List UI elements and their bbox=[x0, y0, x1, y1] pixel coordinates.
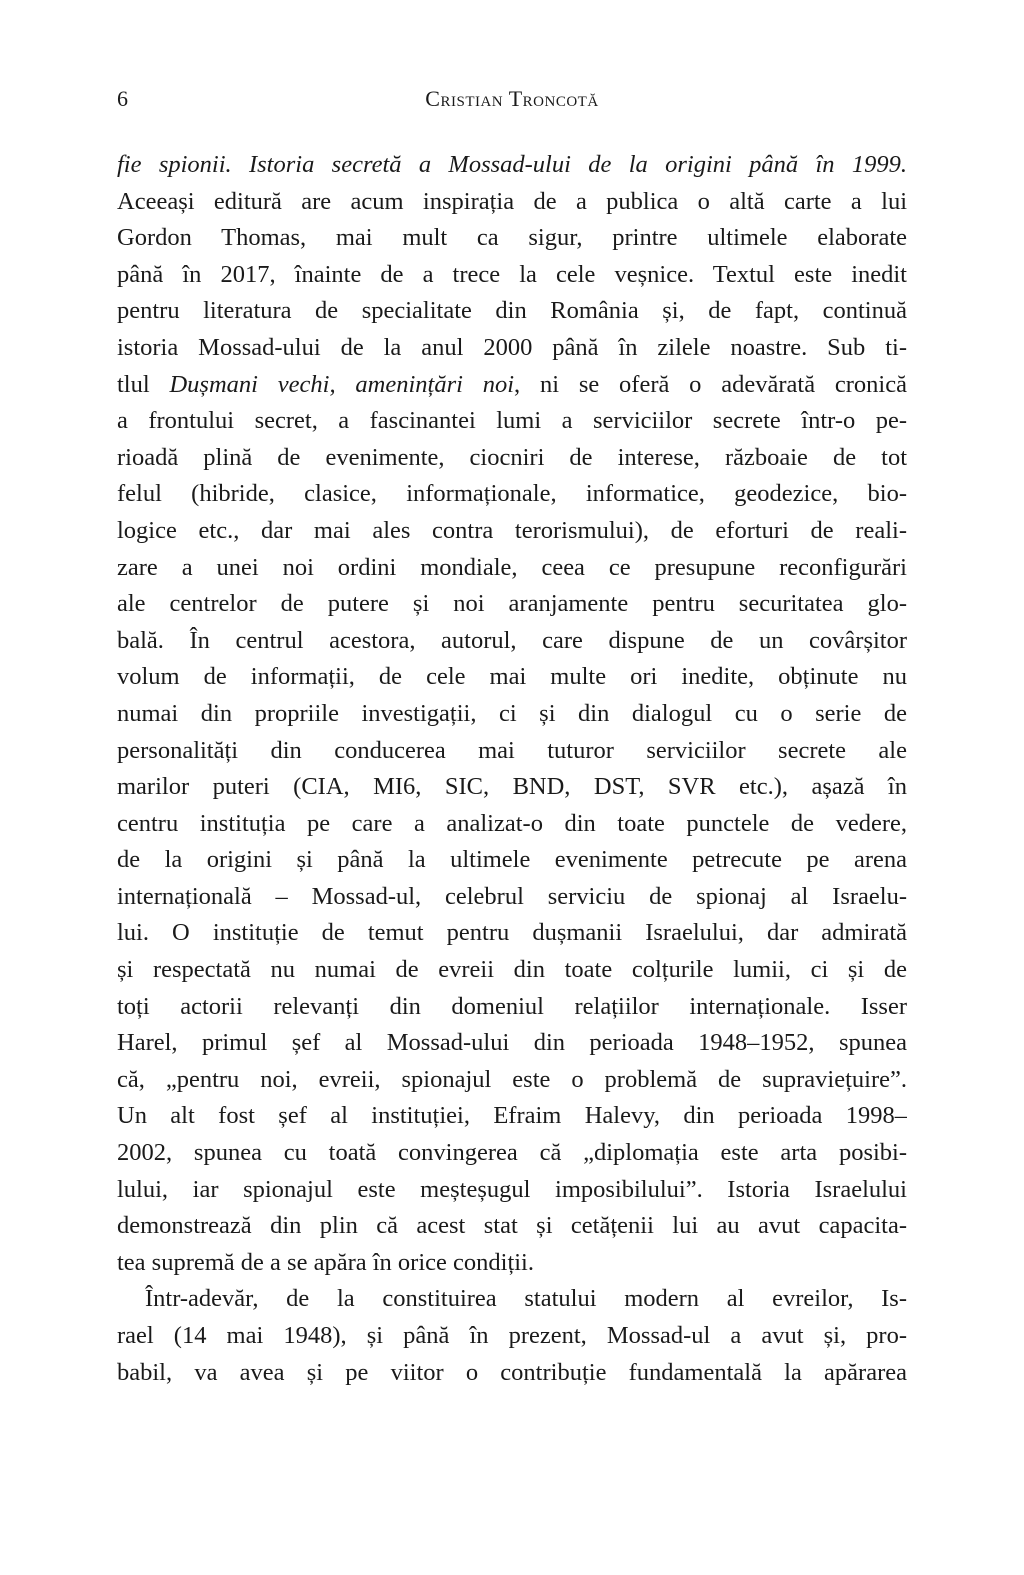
text-segment: rioadă plină de evenimente, ciocniri de interese, războaie de tot bbox=[117, 443, 907, 471]
text-line bbox=[117, 806, 907, 843]
text-line bbox=[117, 1172, 907, 1209]
text-line bbox=[117, 550, 907, 587]
text-segment: ale centrelor de putere și noi aranjamente pentru securitatea glo- bbox=[117, 590, 907, 618]
text-line bbox=[117, 403, 907, 440]
text-line bbox=[117, 879, 907, 916]
text-segment: babil, va avea și pe viitor o contribuție fundamentală la apărarea bbox=[117, 1358, 907, 1386]
text-segment: zare a unei noi ordini mondiale, ceea ce presupune reconfigurări bbox=[117, 553, 907, 581]
italic-title-text: fie spionii. Istoria secretă a Mossad-ului de la origini până în 1999. bbox=[117, 151, 907, 178]
text-segment: Gordon Thomas, mai mult ca sigur, printre ultimele elaborate bbox=[117, 224, 907, 252]
text-segment: tlul bbox=[117, 370, 170, 398]
text-line bbox=[117, 1208, 907, 1245]
text-line bbox=[117, 623, 907, 660]
text-line bbox=[117, 952, 907, 989]
text-segment: felul (hibride, clasice, informaționale, informatice, geodezice, bio- bbox=[117, 480, 907, 508]
text-segment: logice etc., dar mai ales contra terorismului), de eforturi de reali- bbox=[117, 516, 907, 544]
text-segment: Un alt fost șef al instituției, Efraim Halevy, din perioada 1998– bbox=[117, 1102, 907, 1130]
text-line bbox=[117, 1245, 907, 1282]
text-segment: toți actorii relevanți din domeniul relațiilor internaționale. Isser bbox=[117, 992, 907, 1020]
text-line bbox=[117, 147, 907, 184]
text-segment: istoria Mossad-ului de la anul 2000 până în zilele noastre. Sub ti- bbox=[117, 333, 907, 361]
text-segment: pentru literatura de specialitate din România și, de fapt, continuă bbox=[117, 297, 907, 325]
italic-title-text: Dușmani vechi, amenințări noi bbox=[169, 370, 515, 398]
page-header bbox=[117, 86, 907, 116]
text-segment: și respectată nu numai de evreii din toate colțurile lumii, ci și de bbox=[117, 956, 907, 984]
text-line bbox=[117, 184, 907, 221]
text-line bbox=[117, 1062, 907, 1099]
text-segment: lului, iar spionajul este meșteșugul imposibilului”. Istoria Israelului bbox=[117, 1175, 907, 1203]
text-line bbox=[117, 476, 907, 513]
text-segment: a frontului secret, a fascinantei lumi a serviciilor secrete într-o pe- bbox=[117, 407, 907, 435]
text-line bbox=[117, 257, 907, 294]
text-line bbox=[117, 220, 907, 257]
text-segment: Într-adevăr, de la constituirea statului modern al evreilor, Is- bbox=[145, 1285, 907, 1313]
text-segment: numai din propriile investigații, ci și din dialogul cu o serie de bbox=[117, 699, 907, 727]
text-segment: tea supremă de a se apăra în orice condiții. bbox=[117, 1248, 534, 1276]
text-line bbox=[117, 659, 907, 696]
text-line bbox=[117, 293, 907, 330]
text-segment: internațională – Mossad-ul, celebrul serviciu de spionaj al Israelu- bbox=[117, 882, 907, 910]
text-segment: până în 2017, înainte de a trece la cele veșnice. Textul este inedit bbox=[117, 260, 907, 288]
text-segment: de la origini și până la ultimele evenimente petrecute pe arena bbox=[117, 846, 907, 874]
text-line bbox=[117, 586, 907, 623]
text-segment: Harel, primul șef al Mossad-ului din perioada 1948–1952, spunea bbox=[117, 1029, 907, 1057]
text-segment: , ni se oferă o adevărată cronică bbox=[514, 370, 907, 398]
page-number: 6 bbox=[117, 86, 128, 111]
text-line bbox=[117, 733, 907, 770]
text-line bbox=[117, 989, 907, 1026]
text-line bbox=[117, 1135, 907, 1172]
text-line bbox=[117, 367, 907, 404]
text-line bbox=[117, 440, 907, 477]
text-line bbox=[117, 915, 907, 952]
text-line bbox=[117, 1318, 907, 1355]
text-segment: bală. În centrul acestora, autorul, care dispune de un covârșitor bbox=[117, 626, 907, 654]
text-segment: marilor puteri (CIA, MI6, SIC, BND, DST, SVR etc.), așază în bbox=[117, 773, 907, 801]
text-segment: lui. O instituție de temut pentru dușmanii Israelului, dar admirată bbox=[117, 919, 907, 947]
text-line bbox=[117, 696, 907, 733]
text-segment: Aceeași editură are acum inspirația de a publica o altă carte a lui bbox=[117, 187, 907, 215]
text-line bbox=[117, 513, 907, 550]
text-line bbox=[117, 842, 907, 879]
text-line bbox=[117, 1098, 907, 1135]
text-line bbox=[117, 1025, 907, 1062]
text-segment: centru instituția pe care a analizat-o din toate punctele de vedere, bbox=[117, 809, 907, 837]
body-text bbox=[117, 147, 907, 1391]
text-line bbox=[117, 1355, 907, 1392]
text-line bbox=[117, 769, 907, 806]
text-segment: că, „pentru noi, evreii, spionajul este o problemă de supraviețuire”. bbox=[117, 1065, 907, 1093]
text-segment: 2002, spunea cu toată convingerea că „diplomația este arta posibi- bbox=[117, 1139, 907, 1167]
text-segment: volum de informații, de cele mai multe ori inedite, obținute nu bbox=[117, 663, 907, 691]
text-segment: rael (14 mai 1948), și până în prezent, Mossad-ul a avut și, pro- bbox=[117, 1322, 907, 1349]
running-head-author: Cristian Troncotă bbox=[425, 86, 599, 111]
text-segment: demonstrează din plin că acest stat și cetățenii lui au avut capacita- bbox=[117, 1212, 907, 1240]
paragraph-start-line bbox=[117, 1281, 907, 1318]
text-line bbox=[117, 330, 907, 367]
text-segment: personalități din conducerea mai tuturor serviciilor secrete ale bbox=[117, 736, 907, 764]
